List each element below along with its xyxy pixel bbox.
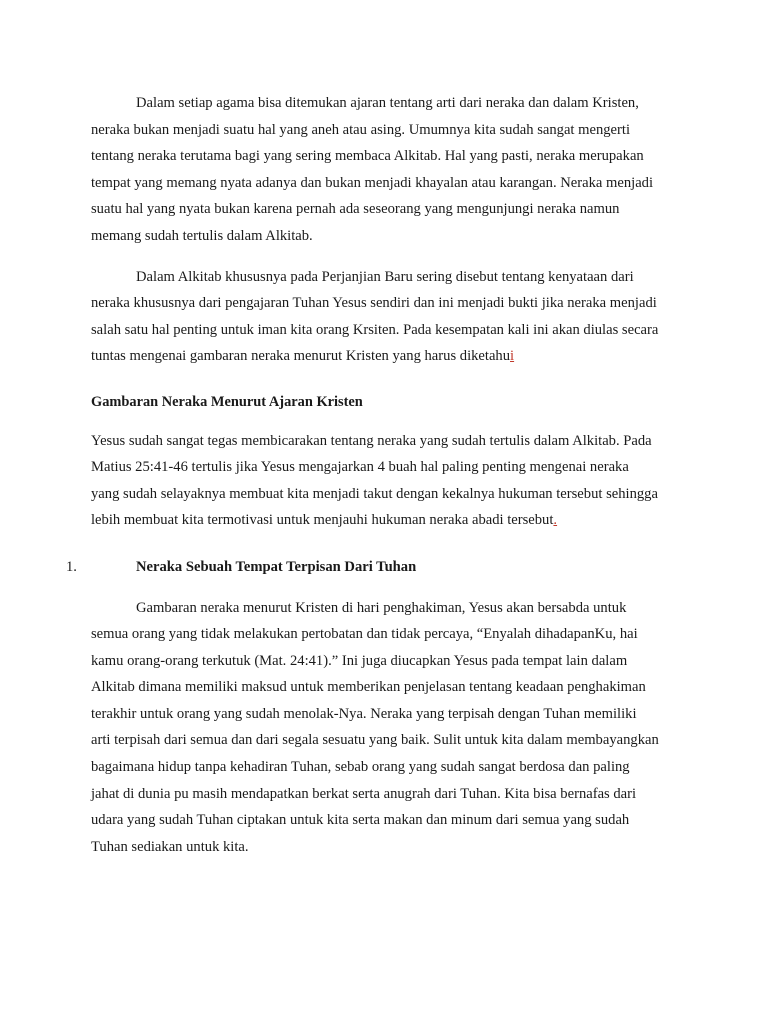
list-item-heading xyxy=(66,554,691,581)
list-heading: Neraka Sebuah Tempat Terpisan Dari Tuhan xyxy=(136,558,417,575)
paragraph-line: Alkitab dimana memiliki maksud untuk memberikan penjelasan tentang keadaan penghakiman xyxy=(91,679,646,696)
paragraph-penghakiman xyxy=(91,595,691,861)
paragraph-line: Gambaran neraka menurut Kristen di hari penghakiman, Yesus akan bersabda untuk xyxy=(136,599,627,616)
document-body xyxy=(66,90,691,860)
paragraph-line xyxy=(91,507,691,534)
paragraph-line: neraka khususnya dari pengajaran Tuhan Yesus sendiri dan ini menjadi bukti jika neraka menjadi xyxy=(91,295,657,312)
paragraph-alkitab xyxy=(91,264,691,370)
paragraph-line: Yesus sudah sangat tegas membicarakan tentang neraka yang sudah tertulis dalam Alkitab. Pada xyxy=(91,432,652,449)
section-heading: Gambaran Neraka Menurut Ajaran Kristen xyxy=(91,393,363,410)
paragraph-line: jahat di dunia pu masih mendapatkan berkat serta anugrah dari Tuhan. Kita bisa bernafas dari xyxy=(91,785,637,802)
paragraph-line xyxy=(91,343,691,370)
paragraph-line: tentang neraka terutama bagi yang sering membaca Alkitab. Hal yang pasti, neraka merupakan xyxy=(91,148,644,165)
paragraph-line: bagaimana hidup tanpa kehadiran Tuhan, sebab orang yang sudah sangat berdosa dan paling xyxy=(91,759,630,776)
revision-mark: . xyxy=(553,512,558,529)
paragraph-line: kamu orang-orang terkutuk (Mat. 24:41).” Ini juga diucapkan Yesus pada tempat lain dalam xyxy=(91,652,628,669)
paragraph-text: lebih membuat kita termotivasi untuk menjauhi hukuman neraka abadi tersebut xyxy=(91,512,554,529)
paragraph-intro xyxy=(91,90,691,250)
paragraph-line: memang sudah tertulis dalam Alkitab. xyxy=(91,227,313,244)
paragraph-line: salah satu hal penting untuk iman kita orang Krsiten. Pada kesempatan kali ini akan diulas secara xyxy=(91,321,659,338)
paragraph-line: terakhir untuk orang yang sudah menolak-Nya. Neraka yang terpisah dengan Tuhan memiliki xyxy=(91,705,637,722)
paragraph-line: Matius 25:41-46 tertulis jika Yesus mengajarkan 4 buah hal paling penting mengenai neraka xyxy=(91,459,629,476)
paragraph-line: neraka bukan menjadi suatu hal yang aneh atau asing. Umumnya kita sudah sangat mengerti xyxy=(91,121,630,138)
paragraph-yesus xyxy=(91,428,691,534)
list-number: 1. xyxy=(66,558,77,575)
paragraph-line: arti terpisah dari semua dan dari segala sesuatu yang baik. Sulit untuk kita dalam membayangkan xyxy=(91,732,659,749)
paragraph-line: yang sudah selayaknya membuat kita menjadi takut dengan kekalnya hukuman tersebut sehingga xyxy=(91,485,658,502)
paragraph-line: suatu hal yang nyata bukan karena pernah ada seseorang yang mengunjungi neraka namun xyxy=(91,201,620,218)
paragraph-line: udara yang sudah Tuhan ciptakan untuk kita serta makan dan minum dari semua yang sudah xyxy=(91,812,630,829)
paragraph-line: Dalam Alkitab khususnya pada Perjanjian Baru sering disebut tentang kenyataan dari xyxy=(136,268,634,285)
paragraph-line: tempat yang memang nyata adanya dan bukan menjadi khayalan atau karangan. Neraka menjadi xyxy=(91,174,654,191)
revision-mark: i xyxy=(510,348,515,365)
paragraph-line: Dalam setiap agama bisa ditemukan ajaran tentang arti dari neraka dan dalam Kristen, xyxy=(136,95,639,111)
paragraph-line: semua orang yang tidak melakukan pertobatan dan tidak percaya, “Enyalah dihadapanKu, hai xyxy=(91,626,638,643)
paragraph-line: Tuhan sediakan untuk kita. xyxy=(91,838,249,855)
paragraph-text: tuntas mengenai gambaran neraka menurut Kristen yang harus diketahu xyxy=(91,348,511,365)
